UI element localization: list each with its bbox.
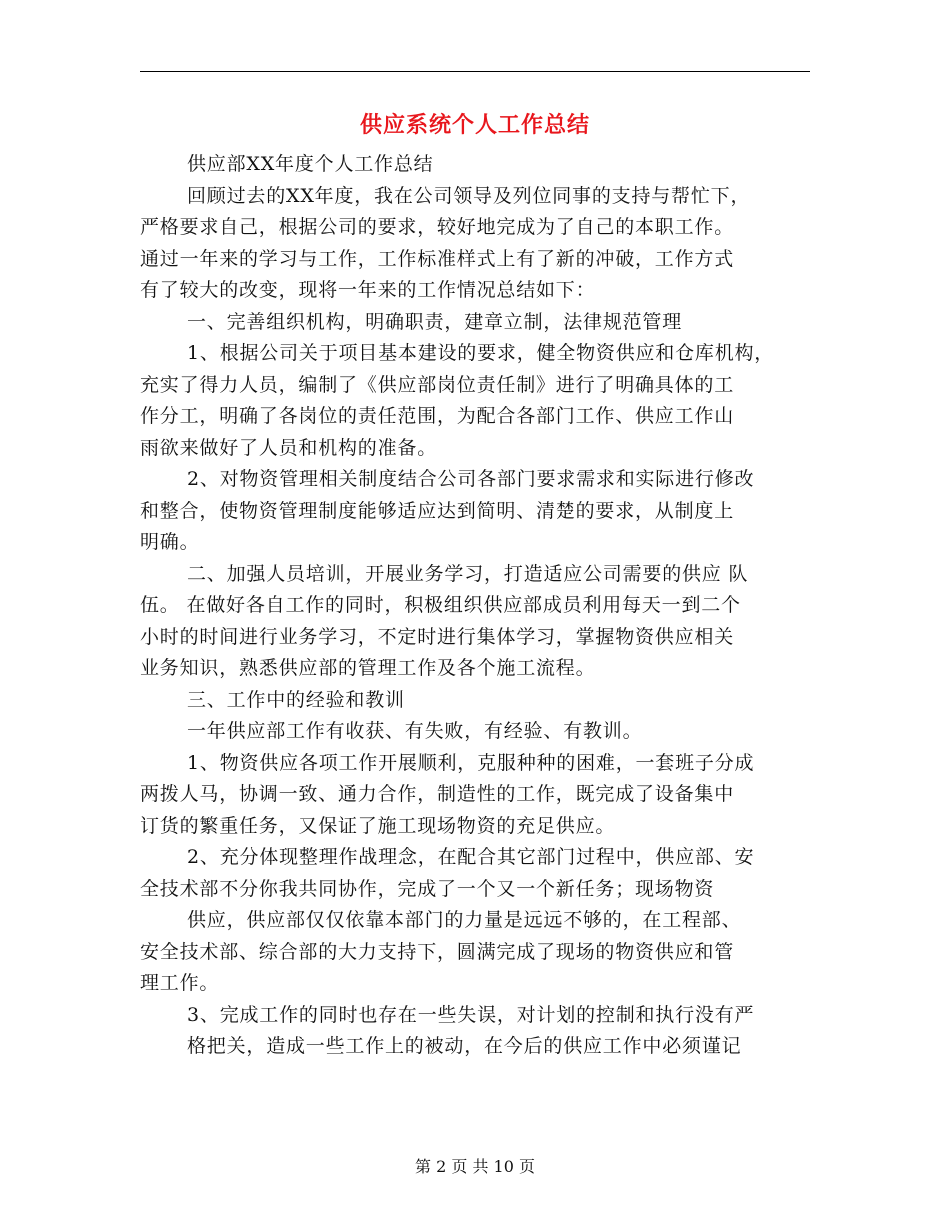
body-line: 供应部XX年度个人工作总结 xyxy=(187,153,434,175)
body-line: 一年供应部工作有收获、有失败，有经验、有教训。 xyxy=(187,720,643,742)
body-line: 有了较大的改变，现将一年来的工作情况总结如下： xyxy=(140,279,596,301)
body-line: 1、物资供应各项工作开展顺利，克服种种的困难，一套班子分成 xyxy=(187,751,755,774)
body-line: 充实了得力人员，编制了《供应部岗位责任制》进行了明确具体的工 xyxy=(140,373,735,396)
body-line: 一、完善组织机构，明确职责，建章立制，法律规范管理 xyxy=(187,310,683,333)
body-line: 严格要求自己，根据公司的要求，较好地完成为了自己的本职工作。 xyxy=(140,216,735,238)
document-body xyxy=(140,149,820,1063)
body-line: 3、完成工作的同时也存在一些失误，对计划的控制和执行没有严 xyxy=(187,1003,755,1026)
body-line: 业务知识，熟悉供应部的管理工作及各个施工流程。 xyxy=(140,657,596,679)
body-line: 1、根据公司关于项目基本建设的要求，健全物资供应和仓库机构， xyxy=(187,342,775,364)
body-line: 伍。 在做好各自工作的同时，积极组织供应部成员利用每天一到二个 xyxy=(140,594,741,616)
header-rule xyxy=(140,71,810,72)
body-line: 和整合，使物资管理制度能够适应达到简明、清楚的要求，从制度上 xyxy=(140,499,735,522)
body-line: 2、充分体现整理作战理念，在配合其它部门过程中，供应部、安 xyxy=(187,846,755,868)
body-line: 订货的繁重任务，又保证了施工现场物资的充足供应。 xyxy=(140,814,616,837)
body-line: 2、对物资管理相关制度结合公司各部门要求需求和实际进行修改 xyxy=(187,468,755,490)
page-footer: 第 2 页 共 10 页 xyxy=(415,1157,535,1176)
body-line: 两拨人马，协调一致、通力合作，制造性的工作，既完成了设备集中 xyxy=(140,783,735,805)
body-line: 格把关，造成一些工作上的被动，在今后的供应工作中必须谨记 xyxy=(187,1035,742,1057)
body-line: 通过一年来的学习与工作，工作标准样式上有了新的冲破，工作方式 xyxy=(140,247,735,270)
body-line: 雨欲来做好了人员和机构的准备。 xyxy=(140,436,438,459)
body-line: 作分工，明确了各岗位的责任范围，为配合各部门工作、供应工作山 xyxy=(140,405,735,427)
body-line: 小时的时间进行业务学习，不定时进行集体学习，掌握物资供应相关 xyxy=(140,625,735,648)
body-line: 三、工作中的经验和教训 xyxy=(187,688,405,711)
body-line: 二、加强人员培训，开展业务学习，打造适应公司需要的供应 队 xyxy=(187,562,749,585)
body-line: 安全技术部、综合部的大力支持下，圆满完成了现场的物资供应和管 xyxy=(140,940,735,963)
body-line: 理工作。 xyxy=(140,972,220,994)
body-line: 回顾过去的XX年度，我在公司领导及列位同事的支持与帮忙下， xyxy=(187,184,751,207)
body-line: 明确。 xyxy=(140,531,200,553)
document-title: 供应系统个人工作总结 xyxy=(359,113,590,138)
body-line: 全技术部不分你我共同协作，完成了一个又一个新任务；现场物资 xyxy=(140,877,715,900)
body-line: 供应，供应部仅仅依靠本部门的力量是远远不够的，在工程部、 xyxy=(187,909,742,931)
